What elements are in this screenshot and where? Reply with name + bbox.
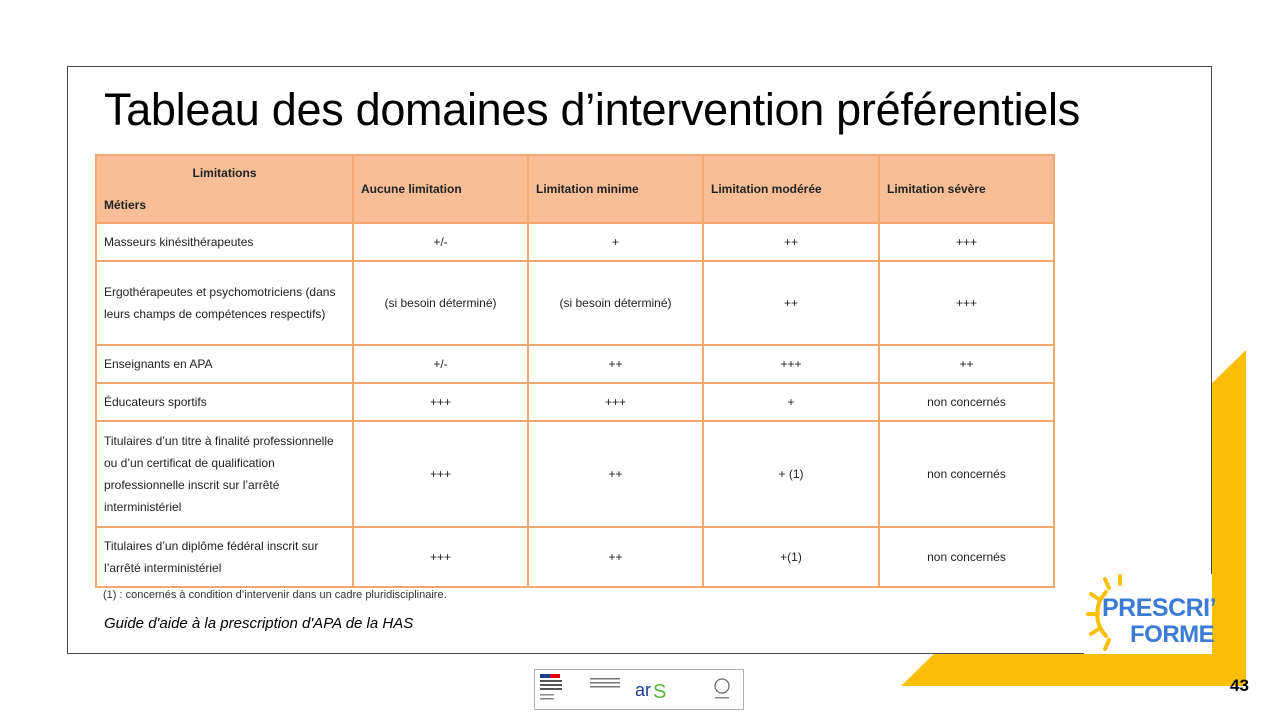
table-row <box>96 223 1054 261</box>
value-cell: + (1) <box>703 421 879 527</box>
limitations-header: Limitations <box>192 166 257 180</box>
value-cell: non concernés <box>879 527 1054 587</box>
column-header: Limitation modérée <box>703 155 879 223</box>
column-header: Aucune limitation <box>353 155 528 223</box>
interventions-table <box>95 154 1055 588</box>
logo-text-line1: PRESCRI’ <box>1102 594 1217 622</box>
value-cell: (si besoin déterminé) <box>528 261 703 345</box>
table-row <box>96 261 1054 345</box>
metier-cell: Éducateurs sportifs <box>96 383 353 421</box>
table-row <box>96 383 1054 421</box>
metier-cell: Enseignants en APA <box>96 345 353 383</box>
value-cell: +/- <box>353 345 528 383</box>
value-cell: + <box>528 223 703 261</box>
value-cell: (si besoin déterminé) <box>353 261 528 345</box>
value-cell: +++ <box>528 383 703 421</box>
value-cell: +++ <box>353 421 528 527</box>
svg-text:S: S <box>653 681 667 703</box>
value-cell: ++ <box>528 345 703 383</box>
partner-logos-icon <box>535 670 743 709</box>
metier-cell: Masseurs kinésithérapeutes <box>96 223 353 261</box>
value-cell: ++ <box>703 223 879 261</box>
value-cell: non concernés <box>879 383 1054 421</box>
table-header-row <box>96 155 1054 223</box>
page-number: 43 <box>1230 676 1249 695</box>
svg-text:ar: ar <box>635 680 652 700</box>
table-row <box>96 421 1054 527</box>
value-cell: ++ <box>528 527 703 587</box>
value-cell: +/- <box>353 223 528 261</box>
metier-cell: Titulaires d’un diplôme fédéral inscrit sur l’arrêté interministériel <box>96 527 353 587</box>
value-cell: ++ <box>879 345 1054 383</box>
value-cell: ++ <box>528 421 703 527</box>
metier-cell: Titulaires d’un titre à finalité professionnelle ou d’un certificat de qualification professionnelle inscrit sur l’arrêté interministériel <box>96 421 353 527</box>
corner-header <box>96 155 353 223</box>
value-cell: +++ <box>703 345 879 383</box>
prescriforme-logo <box>1084 574 1217 654</box>
logo-text-line2: FORME <box>1130 621 1215 648</box>
table-row <box>96 527 1054 587</box>
partner-logos <box>534 669 744 710</box>
value-cell: +++ <box>353 383 528 421</box>
metiers-header: Métiers <box>104 198 147 212</box>
slide-title: Tableau des domaines d’intervention préférentiels <box>104 84 1080 135</box>
value-cell: non concernés <box>879 421 1054 527</box>
value-cell: +++ <box>353 527 528 587</box>
table-row <box>96 345 1054 383</box>
column-header: Limitation sévère <box>879 155 1054 223</box>
source-citation: Guide d'aide à la prescription d'APA de la HAS <box>104 615 414 632</box>
value-cell: +++ <box>879 261 1054 345</box>
value-cell: + <box>703 383 879 421</box>
value-cell: +++ <box>879 223 1054 261</box>
column-header: Limitation minime <box>528 155 703 223</box>
metier-cell: Ergothérapeutes et psychomotriciens (dans leurs champs de compétences respectifs) <box>96 261 353 345</box>
table-footnote: (1) : concernés à condition d’intervenir dans un cadre pluridisciplinaire. <box>103 589 447 601</box>
value-cell: ++ <box>703 261 879 345</box>
value-cell: +(1) <box>703 527 879 587</box>
